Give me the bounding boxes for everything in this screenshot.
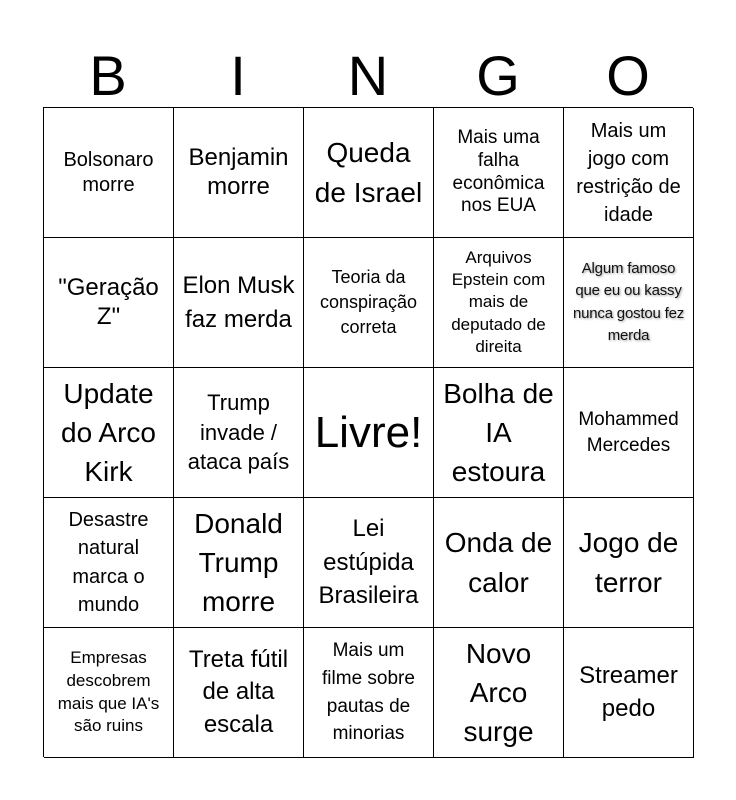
cell-text: Bolha de IA estoura	[443, 377, 554, 488]
cell-text: Algum famoso que eu ou kassy nunca gostou fez merda	[572, 259, 685, 344]
cell-text: Streamer pedo	[579, 662, 678, 722]
bingo-cell[interactable]	[304, 628, 434, 758]
bingo-cell[interactable]	[434, 628, 564, 758]
bingo-cell[interactable]	[434, 498, 564, 628]
cell-text: Mais um jogo com restrição de idade	[576, 119, 681, 226]
cell-text: Empresas descobrem mais que IA's são ruins	[57, 647, 160, 736]
bingo-cell[interactable]	[304, 108, 434, 238]
bingo-cell free-space[interactable]	[304, 368, 434, 498]
cell-text: Teoria da conspiração correta	[319, 266, 418, 338]
bingo-cell[interactable]	[434, 108, 564, 238]
bingo-cell[interactable]	[564, 628, 694, 758]
cell-text: Donald Trump morre	[194, 507, 283, 618]
cell-text: Elon Musk faz merda	[182, 271, 295, 333]
bingo-cell[interactable]	[44, 108, 174, 238]
bingo-cell[interactable]	[174, 628, 304, 758]
cell-text: Treta fútil de alta escala	[188, 645, 289, 738]
bingo-cell[interactable]	[44, 498, 174, 628]
bingo-cell[interactable]	[304, 498, 434, 628]
bingo-cell[interactable]	[44, 238, 174, 368]
header-letter-g: G	[476, 44, 520, 107]
cell-text: Queda de Israel	[314, 137, 423, 208]
header-letter-o: O	[606, 44, 650, 107]
cell-text: Lei estúpida Brasileira	[318, 515, 419, 610]
bingo-cell[interactable]	[564, 498, 694, 628]
bingo-cell[interactable]	[564, 368, 694, 498]
cell-text: Mohammed Mercedes	[578, 408, 679, 456]
cell-text: Desastre natural marca o mundo	[68, 508, 149, 616]
cell-text: Mais um filme sobre pautas de minorias	[322, 640, 415, 745]
cell-text: Onda de calor	[444, 527, 553, 598]
bingo-cell[interactable]	[304, 238, 434, 368]
bingo-cell[interactable]	[434, 238, 564, 368]
header-letter-n: N	[347, 44, 389, 107]
cell-text: Jogo de terror	[578, 527, 679, 598]
bingo-board	[43, 107, 693, 757]
cell-text: Bolsonaro morre	[63, 149, 154, 196]
bingo-cell[interactable]	[434, 368, 564, 498]
cell-text: Trump invade / ataca país	[187, 389, 290, 475]
bingo-cell[interactable]	[564, 238, 694, 368]
bingo-cell[interactable]	[174, 238, 304, 368]
bingo-cell[interactable]	[44, 628, 174, 758]
bingo-cell[interactable]	[564, 108, 694, 238]
cell-text: Arquivos Epstein com mais de deputado de direita	[451, 248, 546, 356]
bingo-cell[interactable]	[174, 108, 304, 238]
header-letter-b: B	[89, 44, 127, 107]
cell-text: Novo Arco surge	[463, 637, 534, 748]
cell-text: Benjamin morre	[188, 144, 289, 200]
bingo-cell[interactable]	[174, 498, 304, 628]
free-space-label: Livre!	[314, 407, 423, 457]
bingo-header	[43, 44, 693, 108]
cell-text: Update do Arco Kirk	[61, 377, 156, 488]
header-letter-i: I	[230, 44, 246, 107]
bingo-cell[interactable]	[44, 368, 174, 498]
bingo-cell[interactable]	[174, 368, 304, 498]
cell-text: Mais uma falha econômica nos EUA	[452, 126, 545, 217]
cell-text: "Geração Z"	[58, 274, 159, 330]
